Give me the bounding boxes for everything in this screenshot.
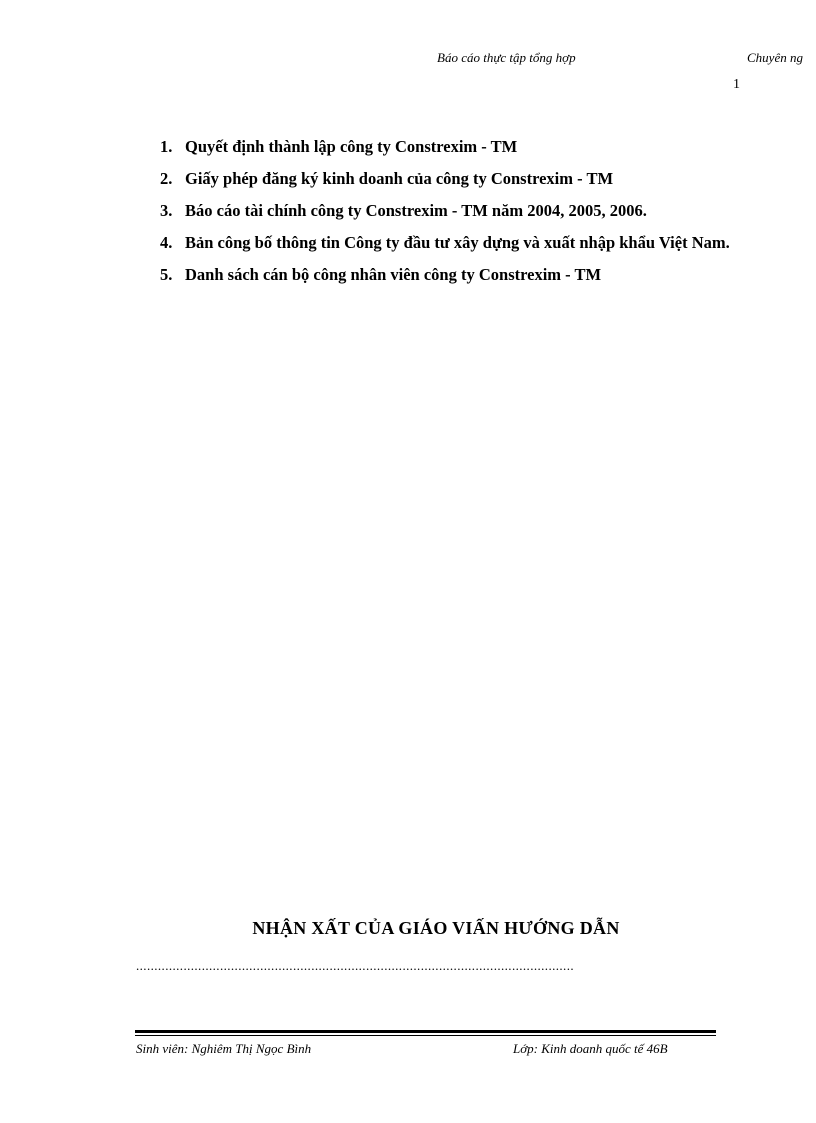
footer-rule-thin [135,1035,716,1036]
reference-list [160,131,745,291]
supervisor-review-title: NHẬN XẤT CỦA GIÁO VIẤN HƯỚNG DẪN [252,918,620,938]
header-report-title: Báo cáo thực tập tổng hợp [437,50,576,65]
reference-item-3 [160,195,745,227]
footer-class-name: Lớp: Kinh doanh quốc tế 46B [513,1041,668,1056]
footer-rule-thick [135,1030,716,1033]
review-dotted-line: ........................................................................................................................ [136,958,574,973]
reference-text: Giấy phép đăng ký kinh doanh của công ty Constrexim - TM [185,169,614,188]
reference-text: Báo cáo tài chính công ty Constrexim - TM năm 2004, 2005, 2006. [185,201,647,220]
reference-text: Quyết định thành lập công ty Constrexim - TM [185,137,518,156]
footer-student-name: Sinh viên: Nghiêm Thị Ngọc Bình [136,1041,312,1056]
reference-number: 2. [160,169,173,188]
page-number: 1 [733,77,740,92]
reference-number: 5. [160,265,173,284]
header-topic-title: Chuyên ng [747,50,803,65]
reference-number: 1. [160,137,173,156]
reference-number: 4. [160,233,173,252]
reference-text: Bản công bố thông tin Công ty đầu tư xây dựng và xuất nhập khẩu Việt Nam. [185,233,730,252]
reference-text: Danh sách cán bộ công nhân viên công ty Constrexim - TM [185,265,602,284]
reference-item-1 [160,131,745,163]
reference-item-5 [160,259,745,291]
reference-item-2 [160,163,745,195]
reference-number: 3. [160,201,173,220]
reference-item-4 [160,227,745,259]
